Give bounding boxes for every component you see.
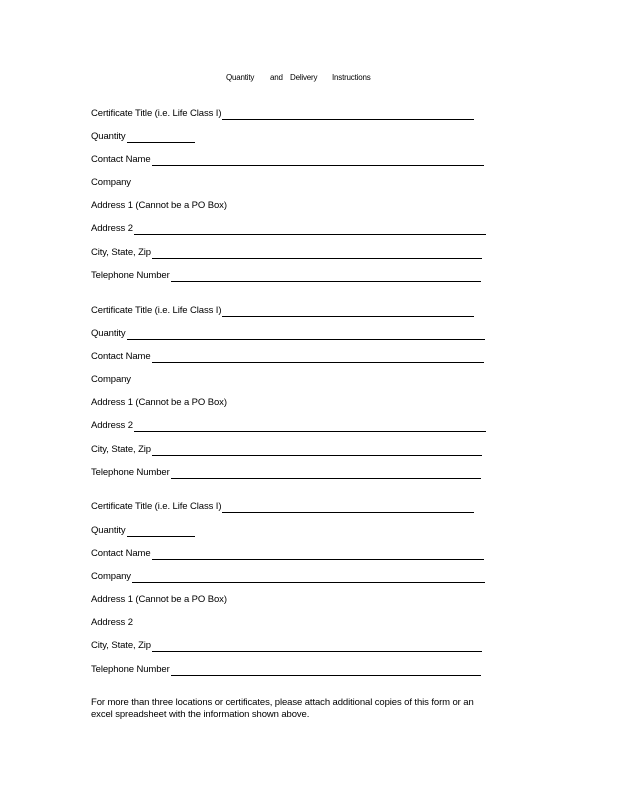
- field-blank-line[interactable]: [127, 329, 485, 340]
- field-blank-line[interactable]: [152, 352, 484, 363]
- field-label: Contact Name: [91, 548, 151, 559]
- field-blank-line[interactable]: [134, 224, 486, 235]
- field-label: Quantity: [91, 525, 126, 536]
- title-word-delivery: Delivery: [290, 73, 318, 82]
- telephone-number-field[interactable]: [91, 268, 481, 282]
- telephone-number-field[interactable]: [91, 465, 481, 479]
- field-blank-line[interactable]: [152, 641, 482, 652]
- footer-note-line: excel spreadsheet with the information shown above.: [91, 709, 310, 720]
- address-2-field[interactable]: [91, 418, 486, 432]
- field-blank-line[interactable]: [152, 549, 484, 560]
- company-field[interactable]: [91, 175, 131, 189]
- field-label: Company: [91, 177, 131, 188]
- field-label: Address 1 (Cannot be a PO Box): [91, 200, 227, 211]
- field-blank-line[interactable]: [152, 155, 484, 166]
- quantity-field[interactable]: [91, 326, 485, 340]
- field-blank-line[interactable]: [134, 421, 486, 432]
- field-blank-line[interactable]: [132, 572, 485, 583]
- field-label: Company: [91, 571, 131, 582]
- field-label: Telephone Number: [91, 467, 170, 478]
- field-label: Quantity: [91, 328, 126, 339]
- field-label: City, State, Zip: [91, 444, 151, 455]
- field-label: Telephone Number: [91, 270, 170, 281]
- contact-name-field[interactable]: [91, 349, 484, 363]
- certificate-title-field[interactable]: [91, 499, 474, 513]
- telephone-number-field[interactable]: [91, 662, 481, 676]
- title-word-and: and: [270, 73, 283, 82]
- field-blank-line[interactable]: [152, 445, 482, 456]
- title-word-quantity: Quantity: [226, 73, 255, 82]
- certificate-title-field[interactable]: [91, 303, 474, 317]
- quantity-field[interactable]: [91, 523, 195, 537]
- address-2-field[interactable]: [91, 221, 486, 235]
- field-blank-line[interactable]: [127, 526, 195, 537]
- footer-note: [91, 697, 531, 721]
- address-2-field[interactable]: [91, 615, 133, 629]
- field-label: Telephone Number: [91, 664, 170, 675]
- company-field[interactable]: [91, 372, 131, 386]
- field-label: Address 1 (Cannot be a PO Box): [91, 397, 227, 408]
- field-label: Address 2: [91, 223, 133, 234]
- title-word-instructions: Instructions: [332, 73, 371, 82]
- field-blank-line[interactable]: [222, 502, 474, 513]
- field-label: City, State, Zip: [91, 640, 151, 651]
- field-blank-line[interactable]: [222, 109, 474, 120]
- city-state-zip-field[interactable]: [91, 638, 482, 652]
- field-label: Certificate Title (i.e. Life Class I): [91, 305, 222, 316]
- contact-name-field[interactable]: [91, 546, 484, 560]
- field-blank-line[interactable]: [171, 468, 481, 479]
- field-blank-line[interactable]: [171, 271, 481, 282]
- field-label: Address 2: [91, 420, 133, 431]
- footer-note-line: For more than three locations or certificates, please attach additional copies of this form or an: [91, 697, 474, 708]
- page-title: [0, 73, 618, 85]
- field-label: Certificate Title (i.e. Life Class I): [91, 108, 222, 119]
- field-blank-line[interactable]: [222, 306, 474, 317]
- company-field[interactable]: [91, 569, 485, 583]
- field-label: Quantity: [91, 131, 126, 142]
- certificate-title-field[interactable]: [91, 106, 474, 120]
- field-label: Contact Name: [91, 351, 151, 362]
- quantity-field[interactable]: [91, 129, 195, 143]
- field-label: Certificate Title (i.e. Life Class I): [91, 501, 222, 512]
- city-state-zip-field[interactable]: [91, 442, 482, 456]
- address-1-field[interactable]: [91, 395, 227, 409]
- city-state-zip-field[interactable]: [91, 245, 482, 259]
- field-blank-line[interactable]: [152, 248, 482, 259]
- address-1-field[interactable]: [91, 592, 227, 606]
- field-label: Contact Name: [91, 154, 151, 165]
- contact-name-field[interactable]: [91, 152, 484, 166]
- field-blank-line[interactable]: [127, 132, 195, 143]
- field-label: City, State, Zip: [91, 247, 151, 258]
- field-label: Address 2: [91, 617, 133, 628]
- field-label: Address 1 (Cannot be a PO Box): [91, 594, 227, 605]
- address-1-field[interactable]: [91, 198, 227, 212]
- field-label: Company: [91, 374, 131, 385]
- field-blank-line[interactable]: [171, 665, 481, 676]
